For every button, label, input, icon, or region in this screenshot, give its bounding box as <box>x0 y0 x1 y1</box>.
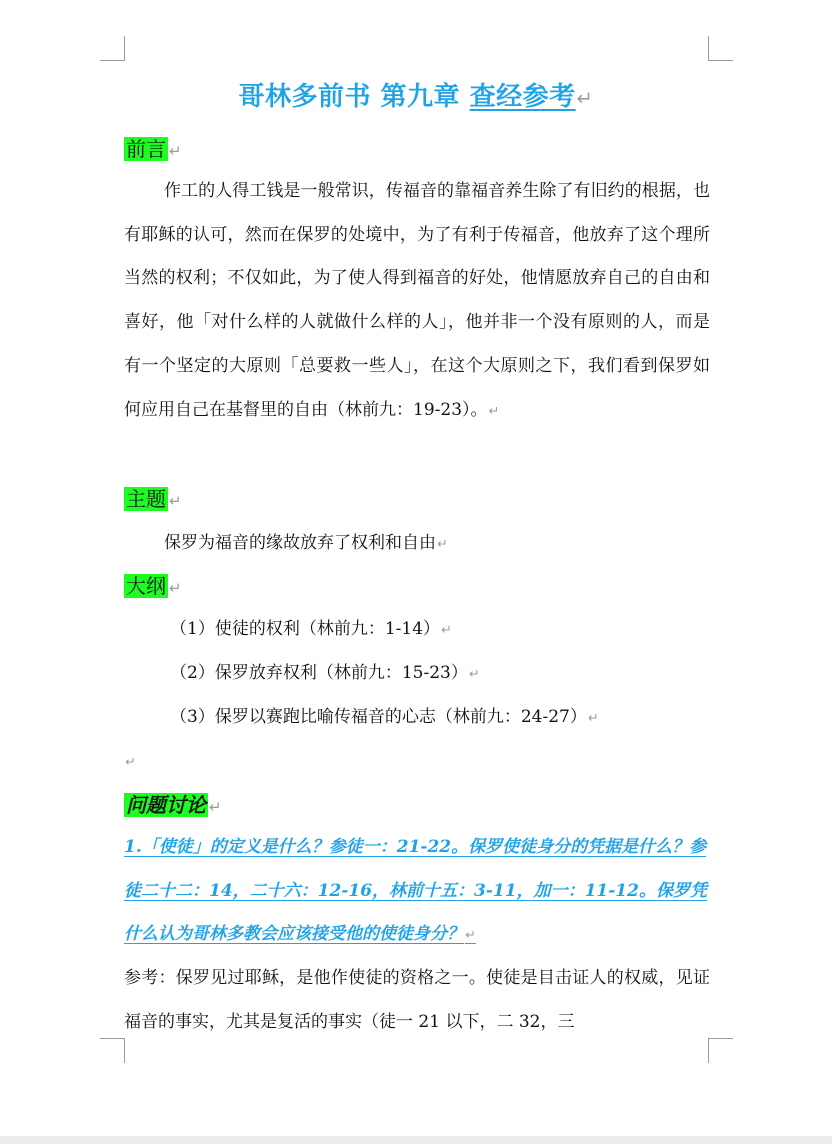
paragraph-mark: ↵ <box>125 755 136 770</box>
outline-item[interactable] <box>170 617 452 643</box>
preface-paragraph[interactable] <box>124 170 710 433</box>
page-title[interactable] <box>0 76 832 113</box>
theme-text: 保罗为福音的缘故放弃了权利和自由 <box>164 533 436 553</box>
paragraph-mark: ↵ <box>587 711 599 726</box>
heading-preface-label: 前言 <box>126 137 166 161</box>
title-tail: 查经参考 <box>469 82 576 112</box>
outline-item-text: （2）保罗放弃权利（林前九：15-23） <box>170 663 468 683</box>
paragraph-mark: ↵ <box>488 403 500 419</box>
title-main: 哥林多前书 第九章 <box>238 82 461 112</box>
question-1-text: 1.「使徒」的定义是什么？参徒一：21-22。保罗使徒身分的凭据是什么？参徒二十二：14，二十六：12-16，林前十五：3-11，加一：11-12。保罗凭什么认为哥林多教会应该接受他的使徒身分？ <box>124 837 707 945</box>
question-1[interactable] <box>124 826 710 958</box>
paragraph-mark: ↵ <box>209 798 222 816</box>
paragraph-mark: ↵ <box>169 142 182 160</box>
paragraph-mark: ↵ <box>465 928 476 944</box>
paragraph-mark: ↵ <box>437 537 448 552</box>
paragraph-mark: ↵ <box>169 579 182 597</box>
paragraph-mark: ↵ <box>576 87 594 110</box>
heading-outline-label: 大纲 <box>126 574 166 598</box>
heading-theme[interactable] <box>124 486 182 514</box>
outline-item[interactable] <box>170 661 480 687</box>
preface-text: 作工的人得工钱是一般常识，传福音的靠福音养生除了有旧约的根据，也有耶稣的认可，然而在保罗的处境中，为了有利于传福音，他放弃了这个理所当然的权利；不仅如此，为了使人得到福音的好处，他情愿放弃自己的自由和喜好，他「对什么样的人就做什么样的人」，他并非一个没有原则的人，而是有一个坚定的大原则「总要救一些人」，在这个大原则之下，我们看到保罗如何应用自己在基督里的自由（林前九：19-23）。 <box>124 181 710 420</box>
crop-mark-top-right <box>708 36 733 61</box>
theme-paragraph[interactable] <box>164 531 448 557</box>
outline-item-text: （1）使徒的权利（林前九：1-14） <box>170 619 441 639</box>
answer-1[interactable] <box>124 957 710 1044</box>
crop-mark-bottom-left <box>100 1038 125 1063</box>
outline-item-text: （3）保罗以赛跑比喻传福音的心志（林前九：24-27） <box>170 707 587 727</box>
heading-discussion-label: 问题讨论 <box>126 793 206 817</box>
crop-mark-bottom-right <box>708 1038 733 1063</box>
paragraph-mark: ↵ <box>169 492 182 510</box>
heading-discussion[interactable] <box>124 792 222 820</box>
crop-mark-top-left <box>100 36 125 61</box>
heading-preface[interactable] <box>124 136 182 164</box>
window-bottom-strip <box>0 1136 832 1144</box>
heading-outline[interactable] <box>124 573 182 601</box>
empty-paragraph[interactable] <box>124 749 136 775</box>
paragraph-mark: ↵ <box>468 667 480 682</box>
paragraph-mark: ↵ <box>441 623 452 638</box>
heading-theme-label: 主题 <box>126 487 166 511</box>
outline-item[interactable] <box>170 705 599 731</box>
answer-1-text: 参考：保罗见过耶稣，是他作使徒的资格之一。使徒是目击证人的权威，见证福音的事实，尤其是复活的事实（徒一 21 以下，二 32，三 <box>124 968 710 1032</box>
